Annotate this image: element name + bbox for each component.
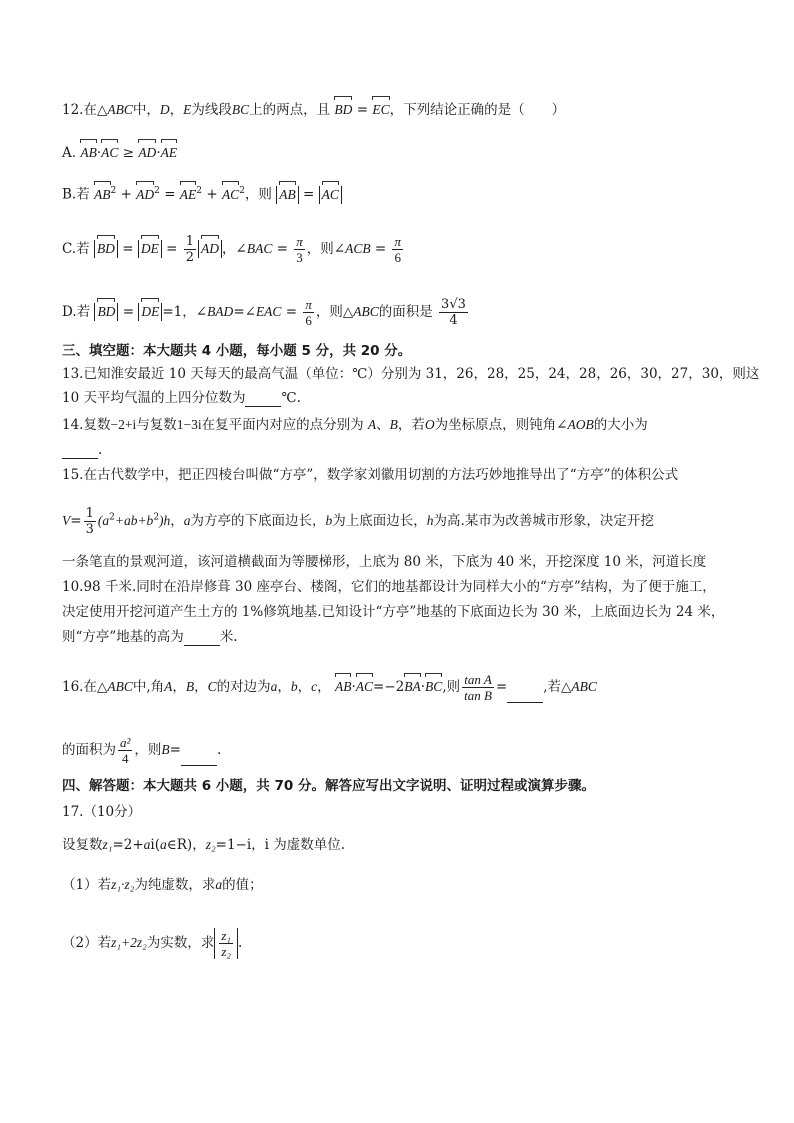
text: = [276,241,288,257]
text: ，则△ [315,304,354,320]
math: −2+i [110,417,137,432]
denominator: 6 [305,313,312,328]
text: 10 天平均气温的上四分位数为 [62,390,246,406]
abs-value [214,928,238,959]
fraction [303,297,314,328]
text: 中， [132,102,160,118]
text: ， [317,679,331,695]
text: =2+ [112,837,144,853]
answer-blank[interactable] [245,392,281,407]
text: . [98,442,103,458]
vector-bd: BD [334,102,353,117]
math: +ab+b [114,513,154,528]
q17-part-2 [62,928,742,959]
text: 12.在△ [62,102,108,118]
q17-stem [62,836,742,854]
text: =1，∠ [162,304,208,320]
math: ABC [107,679,133,694]
text: （2）若 [62,935,112,951]
text: ，下列结论正确的是（ ） [389,102,566,118]
text: 的值； [222,877,263,893]
text: · [351,679,356,695]
abs-value [94,303,118,321]
text: = [164,186,176,203]
abs-value [138,240,162,258]
vector: AB [334,679,352,694]
text: = [356,102,369,118]
math: h [426,513,434,528]
q15-line-4: 10.98 千米.同时在沿岸修葺 30 座亭台、楼阁，它们的地基都设计为同样大小的“方亭”结构，为了便于施工， [62,579,716,595]
exponent: 2 [110,186,117,196]
text: ， [172,679,186,695]
abs-value [276,186,299,204]
text: = [122,241,134,257]
vector: AE [179,186,197,202]
text: ， [194,679,208,695]
answer-blank[interactable] [181,751,217,766]
q14-line-2 [62,441,742,459]
text: = [169,742,181,758]
q17-part-1 [62,876,742,894]
math: a [183,513,191,528]
text: ，则 [134,742,162,758]
exponent: 2 [153,512,160,523]
q12-option-d [62,297,742,328]
math: D [159,102,170,117]
q15-line-5: 决定使用开挖河道产生土方的 1%修筑地基.已知设计“方亭”地基的下底面边长为 30 米，上底面边长为 24 米， [62,604,725,620]
math: z₁ [102,837,113,852]
text: 设复数 [62,837,103,853]
vector: AC [221,186,240,202]
math: A [367,417,377,432]
denominator: tan B [464,688,492,703]
text: 与复数 [136,417,177,433]
numerator: 1 [185,234,195,249]
option-label: D.若 [62,304,91,320]
math: BC [231,102,250,117]
text: ，∠ [222,241,247,257]
math: A [164,679,173,694]
text: =∠ [233,304,256,320]
text: 的对边为 [216,679,271,695]
math: c [311,679,318,694]
vector: AC [101,145,119,160]
denominator: 2 [185,250,195,265]
vector: BD [96,241,115,256]
text: 的面积是 [378,304,433,320]
answer-blank[interactable] [184,631,220,646]
text: 中,角 [132,679,165,695]
text: ℃. [281,390,301,406]
vector: BD [97,304,116,319]
q12-option-c [62,234,742,265]
text: =−2 [373,679,405,695]
text: 的大小为 [593,417,648,433]
fraction [462,672,494,703]
vector-ec: EC [372,102,390,117]
q16-line-1 [62,672,742,703]
section-3-heading: 三、填空题：本大题共 4 小题，每小题 5 分，共 20 分。 [62,343,412,359]
math: z₂ [205,837,216,852]
exponent: 2 [109,512,115,523]
text: ,则 [442,679,461,695]
numerator: π [296,234,303,249]
text: ， [277,679,291,695]
denominator: 6 [394,250,401,265]
math: ABC [571,679,597,694]
math: AOB [567,417,594,432]
abs-value [198,240,222,258]
text: 的面积为 [62,742,116,758]
fraction [294,234,305,265]
math: ABC [353,304,379,319]
vector: DE [141,304,160,319]
numerator: 1 [85,506,94,521]
text: 在复平面内对应的点分别为 [201,417,364,433]
math: ABC [107,102,133,117]
exponent: 2 [239,186,245,196]
q15-line-3: 一条笔直的景观河道，该河道横截面为等腰梯形，上底为 80 米，下底为 40 米，开挖深度 10 米，河道长度 [62,554,707,570]
denominator: 4 [449,313,458,328]
q15-line-1: 15.在古代数学中，把正四棱台叫做“方亭”，数学家刘徽用切割的方法巧妙地推导出了“方亭”的体积公式 [62,467,679,483]
text: 16.在△ [62,679,108,695]
text: 上的两点，且 [249,102,331,118]
text: = [303,186,315,203]
fraction [219,928,233,959]
numerator: z₁ [221,928,231,943]
option-label: A. [62,145,77,161]
math: BAD [207,304,234,319]
text: （1）若 [62,877,112,893]
q15-line-6 [62,628,742,646]
fraction [392,234,403,265]
math: b [290,679,298,694]
numerator: a² [120,735,131,750]
text: ∈R)， [166,837,206,853]
math: )h [159,513,171,528]
math: a [160,837,167,852]
denominator: 3 [296,250,303,265]
vector: AE [160,145,178,160]
text: . [237,935,243,951]
q13-line-1: 13.已知淮安最近 10 天每天的最高气温（单位：℃）分别为 31，26，28，25，24，28，26，30，27，30，则这 [62,366,760,382]
math: C [207,679,217,694]
text: =1−i，i 为虚数单位. [215,837,346,853]
text: + [120,186,132,203]
text: ,若△ [543,679,572,695]
numerator: 3√3 [441,297,466,312]
text: = [495,679,508,695]
vector: AD [136,186,155,202]
text: = [70,513,82,529]
denominator: 3 [85,522,94,537]
math: EAC [255,304,282,319]
abs-value [319,186,342,204]
fraction [118,735,132,766]
vector: DE [140,241,159,256]
text: . [216,742,222,758]
text: 为上底面边长， [332,513,427,529]
math: a [143,837,151,852]
vector: AB [80,145,97,160]
text: ， [169,102,184,118]
math: ACB [345,241,371,256]
math: B [161,742,170,757]
exponent: 2 [196,186,203,196]
denominator: z₂ [221,944,231,959]
option-label: C.若 [62,241,90,257]
text: i( [150,837,161,853]
text: 、 [376,417,390,433]
text: 米. [219,629,238,645]
math: z₁+2z₂ [111,935,147,950]
math: B [389,417,398,432]
text: ， [297,679,312,695]
math: a [270,679,278,694]
answer-blank[interactable] [507,688,543,703]
numerator: tan A [464,672,492,687]
text: ≥ [122,145,135,161]
text: 为坐标原点，则钝角∠ [434,417,568,433]
math: B [185,679,195,694]
text: 为方亭的下底面边长， [190,513,326,529]
q13-line-2 [62,389,742,407]
math: a [215,877,223,892]
numerator: π [394,234,401,249]
text: = [166,241,178,257]
text: = [122,304,135,320]
vector: BC [425,679,443,694]
abs-value [138,303,162,321]
exponent: 2 [154,186,160,196]
text: · [96,145,102,161]
q14-line-1 [62,416,742,434]
math: O [424,417,435,432]
math: (a [97,513,110,528]
q12-option-a [62,144,742,162]
numerator: π [305,297,312,312]
text: 为线段 [191,102,232,118]
text: · [420,679,426,695]
answer-blank[interactable] [62,444,98,459]
math: 1−3i [176,417,202,432]
text: 则“方亭”地基的高为 [62,629,184,645]
text: 为实数，求 [146,935,215,951]
text: 14.复数 [62,417,111,433]
q17-heading: 17.（10分） [62,804,142,820]
vector: AD [201,241,220,256]
text: ，则∠ [306,241,346,257]
q12-option-b [62,182,742,204]
fraction [84,506,96,537]
vector: AC [321,186,339,202]
fraction [439,297,468,328]
vector: AB [279,186,296,202]
text: 为纯虚数，求 [134,877,216,893]
vector: BA [404,679,421,694]
text: = [374,241,387,257]
math: b [325,513,333,528]
text: 为高.某市为改善城市形象，决定开挖 [433,513,654,529]
q15-line-2 [62,506,742,537]
text: ， [170,513,184,529]
math: z₁·z₂ [111,877,135,892]
vector: AC [355,679,374,694]
math: V [62,513,71,528]
abs-value [94,240,118,258]
math: E [183,102,192,117]
text: ，则 [244,186,272,203]
text: ，若 [397,417,425,433]
text: + [206,186,218,203]
q12-stem [62,101,742,119]
q16-line-2 [62,735,742,766]
vector: AB [94,186,111,202]
text: · [156,145,161,161]
denominator: 4 [121,751,129,766]
vector: AD [138,145,157,160]
fraction [184,234,196,265]
section-4-heading: 四、解答题：本大题共 6 小题，共 70 分。解答应写出文字说明、证明过程或演算步骤。 [62,778,595,794]
option-label: B.若 [62,186,90,203]
text: = [285,304,298,320]
math: BAC [246,241,273,256]
